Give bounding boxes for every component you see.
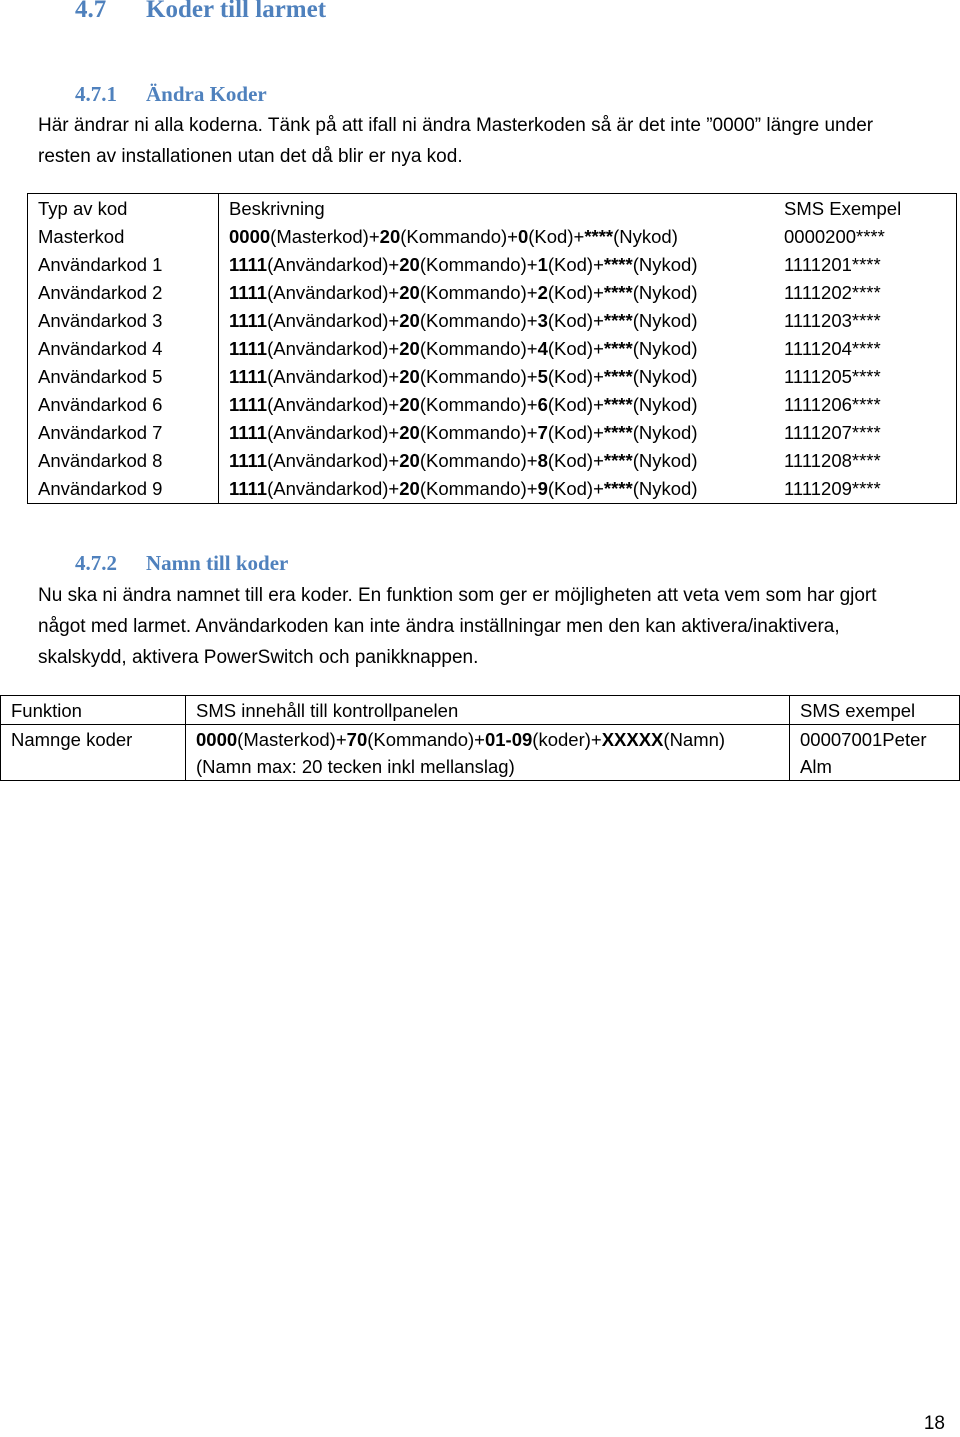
intro-paragraph <box>38 110 948 172</box>
subsection-heading-1 <box>75 82 267 107</box>
table-row <box>28 307 957 335</box>
sms-example-line-2: Alm <box>800 756 832 777</box>
table-row <box>28 279 957 307</box>
description-cell: 1111(Användarkod)+20(Kommando)+5(Kod)+****(Nykod) <box>229 366 698 387</box>
code-type-cell: Användarkod 6 <box>28 391 219 419</box>
description-cell: 1111(Användarkod)+20(Kommando)+7(Kod)+****(Nykod) <box>229 422 698 443</box>
header-cell: SMS Exempel <box>784 198 902 219</box>
table-row <box>28 335 957 363</box>
code-type-cell: Användarkod 2 <box>28 279 219 307</box>
code-type-cell: Masterkod <box>28 223 219 251</box>
header-cell: Funktion <box>1 696 186 725</box>
table-row <box>28 223 957 251</box>
description-cell: 1111(Användarkod)+20(Kommando)+4(Kod)+****(Nykod) <box>229 338 698 359</box>
example-cell: 1111205**** <box>784 366 881 387</box>
subsection-number-2: 4.7.2 <box>75 551 117 575</box>
subsection-heading-2 <box>75 551 288 576</box>
header-cell: Typ av kod <box>28 194 219 224</box>
sms-example-line-1: 00007001Peter <box>800 729 927 750</box>
table-row <box>28 419 957 447</box>
description-cell: 1111(Användarkod)+20(Kommando)+3(Kod)+****(Nykod) <box>229 310 698 331</box>
table-row <box>28 391 957 419</box>
header-cell: Beskrivning <box>229 198 325 219</box>
subsection-title-2: Namn till koder <box>146 551 289 575</box>
description-cell: 1111(Användarkod)+20(Kommando)+1(Kod)+****(Nykod) <box>229 254 698 275</box>
example-cell: 1111207**** <box>784 422 881 443</box>
table-header-row <box>1 696 960 725</box>
intro-line-2: resten av installationen utan det då blir er nya kod. <box>38 146 463 167</box>
code-type-cell: Användarkod 5 <box>28 363 219 391</box>
example-cell: 1111201**** <box>784 254 881 275</box>
table-row <box>28 475 957 504</box>
code-type-cell: Användarkod 7 <box>28 419 219 447</box>
section-title: Koder till larmet <box>146 0 327 23</box>
code-type-cell: Användarkod 9 <box>28 475 219 504</box>
description-cell: 1111(Användarkod)+20(Kommando)+9(Kod)+****(Nykod) <box>229 478 698 499</box>
sms-content-line-1: 0000(Masterkod)+70(Kommando)+01-09(koder)+XXXXX(Namn) <box>196 729 726 750</box>
page-number: 18 <box>923 1413 945 1434</box>
table-row <box>28 251 957 279</box>
code-type-cell: Användarkod 8 <box>28 447 219 475</box>
example-cell: 1111208**** <box>784 450 881 471</box>
table-row <box>28 363 957 391</box>
example-cell: 1111206**** <box>784 394 881 415</box>
table-row <box>28 447 957 475</box>
table-row <box>1 725 960 781</box>
codes-table <box>27 193 957 504</box>
example-cell: 1111204**** <box>784 338 881 359</box>
names-line-3: skalskydd, aktivera PowerSwitch och panikknappen. <box>38 647 479 668</box>
example-cell: 1111209**** <box>784 478 881 499</box>
code-type-cell: Användarkod 1 <box>28 251 219 279</box>
section-number: 4.7 <box>75 0 107 23</box>
names-line-2: något med larmet. Användarkoden kan inte ändra inställningar men den kan aktivera/inaktivera, <box>38 616 840 637</box>
subsection-title-1: Ändra Koder <box>146 82 267 106</box>
code-type-cell: Användarkod 3 <box>28 307 219 335</box>
header-cell: SMS innehåll till kontrollpanelen <box>186 696 790 725</box>
table-header-row <box>28 194 957 224</box>
function-cell: Namnge koder <box>1 725 186 781</box>
sms-content-line-2: (Namn max: 20 tecken inkl mellanslag) <box>196 756 515 777</box>
subsection-number-1: 4.7.1 <box>75 82 117 106</box>
names-paragraph <box>38 580 948 673</box>
names-line-1: Nu ska ni ändra namnet till era koder. En funktion som ger er möjligheten att veta vem som har gjort <box>38 585 877 606</box>
header-cell: SMS exempel <box>790 696 960 725</box>
sms-example-cell <box>790 725 960 781</box>
intro-line-1: Här ändrar ni alla koderna. Tänk på att ifall ni ändra Masterkoden så är det inte ”0000” längre under <box>38 115 874 136</box>
description-cell: 1111(Användarkod)+20(Kommando)+6(Kod)+****(Nykod) <box>229 394 698 415</box>
example-cell: 1111203**** <box>784 310 881 331</box>
section-heading <box>75 0 326 24</box>
name-table <box>0 695 960 781</box>
description-cell: 1111(Användarkod)+20(Kommando)+2(Kod)+****(Nykod) <box>229 282 698 303</box>
description-cell: 0000(Masterkod)+20(Kommando)+0(Kod)+****(Nykod) <box>229 226 678 247</box>
description-cell: 1111(Användarkod)+20(Kommando)+8(Kod)+****(Nykod) <box>229 450 698 471</box>
example-cell: 1111202**** <box>784 282 881 303</box>
code-type-cell: Användarkod 4 <box>28 335 219 363</box>
sms-content-cell <box>186 725 790 781</box>
example-cell: 0000200**** <box>784 226 885 247</box>
